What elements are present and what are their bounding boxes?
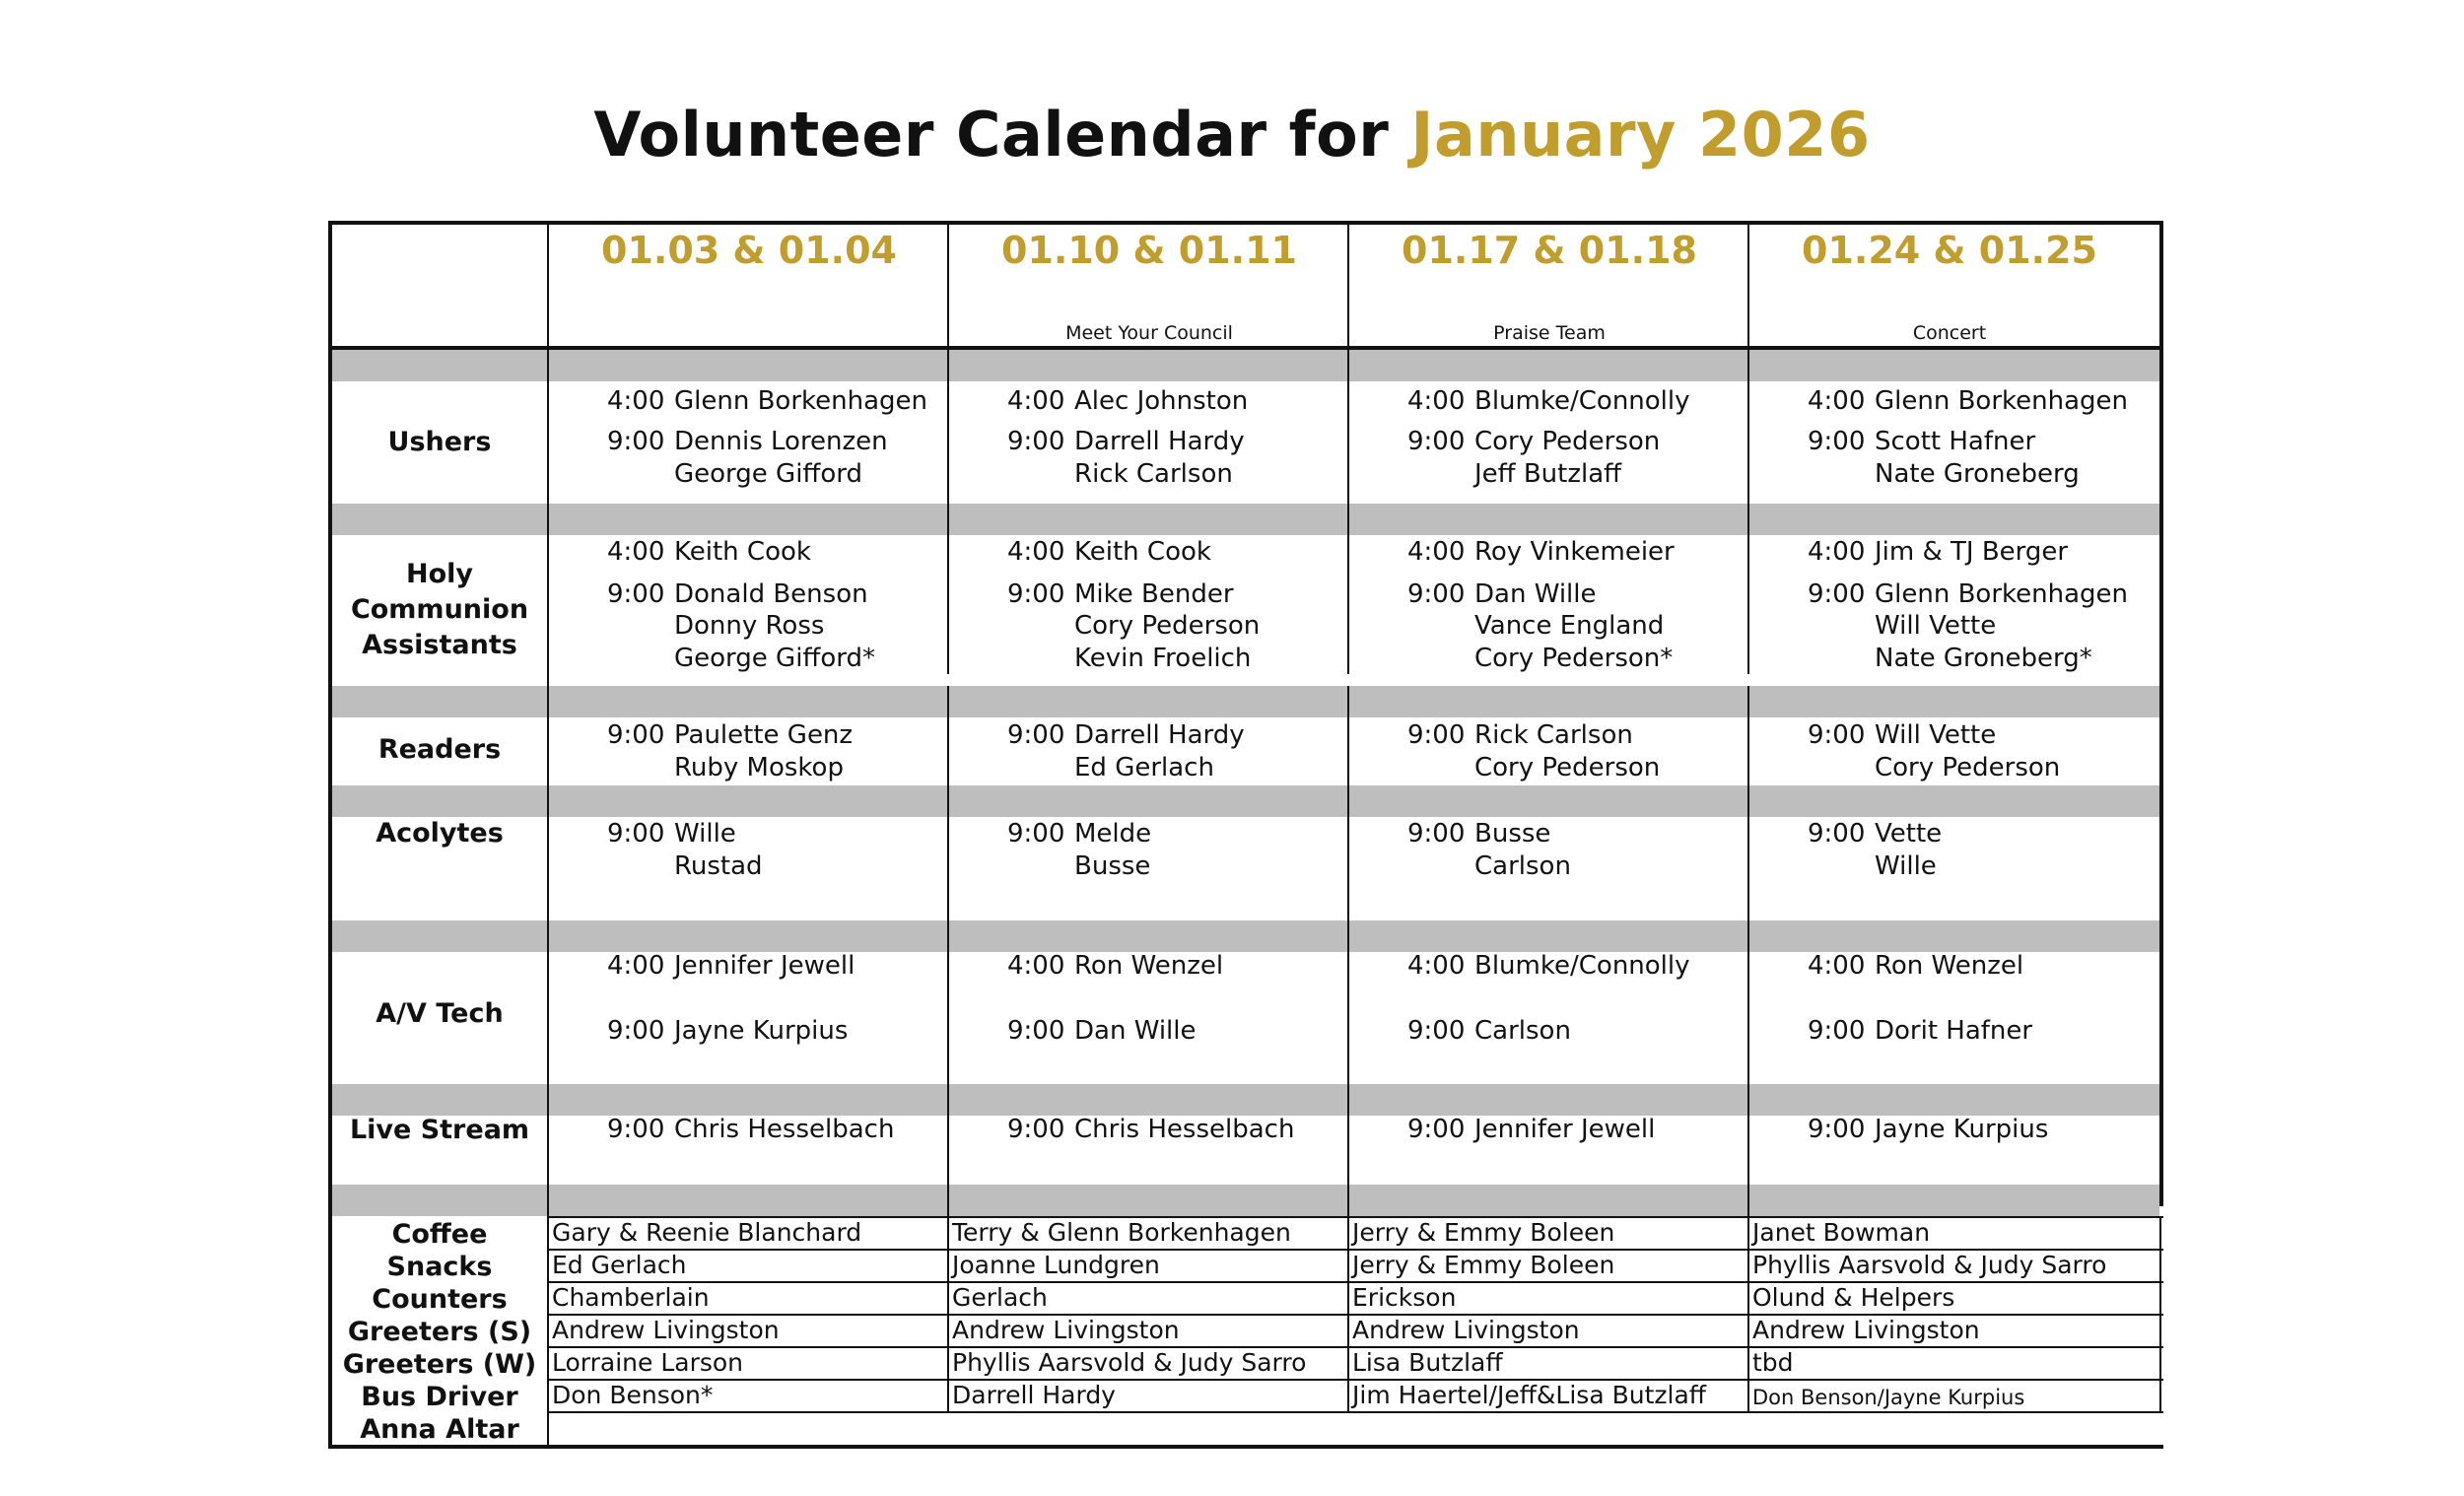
greeters-s-cell: Andrew Livingston: [1752, 1316, 1980, 1344]
livestream-entry: [1007, 1114, 1294, 1145]
gray-band: [332, 350, 2159, 381]
bus-driver-cell: Jim Haertel/Jeff&Lisa Butzlaff: [1352, 1381, 1706, 1409]
name: Jayne Kurpius: [674, 1016, 849, 1046]
communion-entry: [1808, 578, 2128, 610]
gray-band: [332, 504, 2159, 535]
role-live-stream: Live Stream: [349, 1115, 530, 1145]
name: Chris Hesselbach: [674, 1115, 895, 1144]
name: Glenn Borkenhagen: [1875, 386, 2129, 416]
bus-driver-cell: Don Benson*: [552, 1381, 714, 1409]
usher-entry: [1007, 385, 1248, 417]
name: Cory Pederson: [1474, 427, 1661, 456]
name: Darrell Hardy: [1074, 720, 1245, 750]
role-ushers: Ushers: [387, 427, 492, 457]
livestream-entry: [1808, 1114, 2048, 1145]
communion-name: Nate Groneberg*: [1875, 644, 2092, 673]
time: 9:00: [607, 427, 665, 456]
time: 9:00: [1407, 1016, 1466, 1046]
usher-name: George Gifford: [674, 459, 862, 489]
time: 9:00: [1007, 819, 1065, 849]
time: 9:00: [1407, 720, 1466, 750]
role-greeters-w: Greeters (W): [342, 1349, 537, 1380]
coffee-cell: Gary & Reenie Blanchard: [552, 1218, 862, 1247]
table-border-right: [2159, 221, 2163, 1206]
column-divider: [1347, 221, 1349, 674]
role-communion-line-1: Holy: [405, 559, 473, 589]
av-entry: [1007, 1015, 1197, 1047]
time: 9:00: [1007, 579, 1065, 609]
time: 4:00: [1407, 951, 1466, 981]
av-entry: [1407, 950, 1690, 982]
communion-entry: [607, 536, 811, 568]
counters-cell: Olund & Helpers: [1752, 1283, 1955, 1312]
reader-name: Ruby Moskop: [674, 753, 844, 782]
time: 9:00: [1407, 579, 1466, 609]
week-3-dates: 01.17 & 01.18: [1402, 229, 1697, 272]
name: Jennifer Jewell: [1474, 1115, 1656, 1144]
communion-name: Cory Pederson: [1074, 611, 1261, 641]
time: 9:00: [1407, 427, 1466, 456]
name: Darrell Hardy: [1074, 427, 1245, 456]
time: 9:00: [607, 579, 665, 609]
time: 4:00: [1407, 386, 1466, 416]
role-communion-line-2: Communion: [350, 594, 529, 625]
column-divider: [1347, 686, 1349, 1270]
communion-name: Will Vette: [1875, 611, 1997, 641]
time: 4:00: [1808, 537, 1866, 567]
name: Alec Johnston: [1074, 386, 1249, 416]
role-anna-altar: Anna Altar: [360, 1414, 519, 1445]
counters-cell: Chamberlain: [552, 1283, 710, 1312]
name: Ron Wenzel: [1074, 951, 1224, 981]
name: Vette: [1875, 819, 1943, 849]
time: 9:00: [607, 1115, 665, 1144]
name: Roy Vinkemeier: [1474, 537, 1675, 567]
time: 4:00: [1808, 951, 1866, 981]
usher-entry: [1808, 385, 2128, 417]
coffee-cell: Jerry & Emmy Boleen: [1352, 1218, 1615, 1247]
name: Keith Cook: [1074, 537, 1211, 567]
time: 9:00: [1808, 720, 1866, 750]
time: 9:00: [1808, 579, 1866, 609]
acolyte-name: Busse: [1074, 851, 1151, 881]
greeters-w-cell: tbd: [1752, 1348, 1794, 1377]
week-1-dates: 01.03 & 01.04: [601, 229, 897, 272]
reader-entry: [1808, 719, 1996, 751]
gray-band: [332, 920, 2159, 952]
coffee-cell: Janet Bowman: [1752, 1218, 1931, 1247]
usher-entry: [1007, 426, 1245, 457]
name: Melde: [1074, 819, 1152, 849]
time: 4:00: [1007, 386, 1065, 416]
name: Chris Hesselbach: [1074, 1115, 1295, 1144]
title-month: January 2026: [1410, 99, 1871, 170]
time: 9:00: [1808, 819, 1866, 849]
header-divider: [328, 346, 2163, 350]
role-counters: Counters: [372, 1284, 508, 1315]
time: 9:00: [607, 819, 665, 849]
week-4-theme: Concert: [1912, 322, 1987, 344]
table-border-top: [328, 221, 2163, 225]
av-entry: [607, 950, 855, 982]
acolyte-name: Wille: [1875, 851, 1937, 881]
time: 9:00: [1808, 427, 1866, 456]
time: 9:00: [1808, 1115, 1866, 1144]
av-entry: [607, 1015, 848, 1047]
name: Donald Benson: [674, 579, 868, 609]
time: 4:00: [1007, 951, 1065, 981]
name: Jennifer Jewell: [674, 951, 856, 981]
gray-band: [332, 785, 2159, 817]
name: Jim & TJ Berger: [1875, 537, 2069, 567]
av-entry: [1007, 950, 1223, 982]
acolyte-entry: [1808, 818, 1942, 850]
time: 4:00: [1808, 386, 1866, 416]
title-prefix: Volunteer Calendar for: [593, 99, 1411, 170]
column-divider: [1747, 686, 1749, 1270]
table-border-bottom: [328, 1445, 2163, 1449]
name: Glenn Borkenhagen: [674, 386, 928, 416]
time: 9:00: [1007, 720, 1065, 750]
reader-name: Cory Pederson: [1474, 753, 1661, 782]
name: Dorit Hafner: [1875, 1016, 2033, 1046]
time: 9:00: [607, 720, 665, 750]
time: 4:00: [607, 537, 665, 567]
greeters-w-cell: Lorraine Larson: [552, 1348, 744, 1377]
reader-entry: [1007, 719, 1245, 751]
communion-name: Kevin Froelich: [1074, 644, 1252, 673]
av-entry: [1808, 950, 2023, 982]
communion-entry: [1407, 578, 1597, 610]
reader-name: Cory Pederson: [1875, 753, 2061, 782]
role-acolytes: Acolytes: [376, 818, 504, 849]
reader-entry: [1407, 719, 1633, 751]
time: 9:00: [1407, 819, 1466, 849]
name: Rick Carlson: [1474, 720, 1633, 750]
acolyte-name: Rustad: [674, 851, 763, 881]
snacks-cell: Jerry & Emmy Boleen: [1352, 1251, 1615, 1279]
communion-entry: [1007, 578, 1234, 610]
greeters-s-cell: Andrew Livingston: [552, 1316, 780, 1344]
usher-name: Rick Carlson: [1074, 459, 1233, 489]
usher-name: Nate Groneberg: [1875, 459, 2080, 489]
communion-name: Donny Ross: [674, 611, 825, 641]
column-divider: [547, 221, 549, 1445]
role-communion-line-3: Assistants: [362, 630, 517, 660]
week-2-theme: Meet Your Council: [1065, 322, 1233, 344]
communion-entry: [1407, 536, 1675, 568]
snacks-cell: Ed Gerlach: [552, 1251, 687, 1279]
name: Dennis Lorenzen: [674, 427, 888, 456]
time: 4:00: [1407, 537, 1466, 567]
greeters-s-cell: Andrew Livingston: [952, 1316, 1180, 1344]
livestream-entry: [1407, 1114, 1655, 1145]
usher-entry: [1808, 426, 2035, 457]
name: Glenn Borkenhagen: [1875, 579, 2129, 609]
role-greeters-s: Greeters (S): [347, 1317, 532, 1347]
livestream-entry: [607, 1114, 894, 1145]
name: Dan Wille: [1074, 1016, 1197, 1046]
page-title: [0, 99, 2464, 170]
time: 9:00: [1007, 1016, 1065, 1046]
week-2-dates: 01.10 & 01.11: [1001, 229, 1297, 272]
reader-name: Ed Gerlach: [1074, 753, 1214, 782]
communion-entry: [1007, 536, 1211, 568]
communion-name: Vance England: [1474, 611, 1665, 641]
volunteer-calendar-table: [328, 221, 2163, 1449]
name: Wille: [674, 819, 736, 849]
usher-entry: [607, 426, 888, 457]
acolyte-entry: [607, 818, 736, 850]
time: 9:00: [1007, 1115, 1065, 1144]
communion-name: George Gifford*: [674, 644, 875, 673]
greeters-w-cell: Lisa Butzlaff: [1352, 1348, 1503, 1377]
greeters-s-cell: Andrew Livingston: [1352, 1316, 1580, 1344]
acolyte-name: Carlson: [1474, 851, 1571, 881]
name: Busse: [1474, 819, 1551, 849]
acolyte-entry: [1007, 818, 1151, 850]
role-snacks: Snacks: [386, 1252, 493, 1282]
name: Will Vette: [1875, 720, 1997, 750]
name: Jayne Kurpius: [1875, 1115, 2049, 1144]
time: 9:00: [1808, 1016, 1866, 1046]
column-divider: [947, 686, 949, 1270]
counters-cell: Erickson: [1352, 1283, 1457, 1312]
name: Dan Wille: [1474, 579, 1597, 609]
role-coffee: Coffee: [391, 1219, 488, 1250]
communion-entry: [607, 578, 868, 610]
role-av-tech: A/V Tech: [376, 998, 504, 1029]
name: Scott Hafner: [1875, 427, 2036, 456]
usher-entry: [1407, 385, 1690, 417]
time: 9:00: [1407, 1115, 1466, 1144]
usher-name: Jeff Butzlaff: [1474, 459, 1622, 489]
bus-driver-cell: Darrell Hardy: [952, 1381, 1116, 1409]
role-bus-driver: Bus Driver: [361, 1382, 518, 1412]
gray-band: [332, 1084, 2159, 1116]
gray-band: [332, 686, 2159, 717]
name: Carlson: [1474, 1016, 1571, 1046]
time: 4:00: [607, 386, 665, 416]
coffee-cell: Terry & Glenn Borkenhagen: [952, 1218, 1291, 1247]
role-readers: Readers: [377, 734, 502, 765]
time: 9:00: [1007, 427, 1065, 456]
av-entry: [1407, 1015, 1571, 1047]
gray-band: [332, 1185, 2159, 1216]
usher-entry: [1407, 426, 1660, 457]
bus-driver-cell: Don Benson/Jayne Kurpius: [1752, 1386, 2025, 1409]
snacks-cell: Joanne Lundgren: [952, 1251, 1160, 1279]
column-divider: [1747, 221, 1749, 674]
name: Ron Wenzel: [1875, 951, 2024, 981]
name: Keith Cook: [674, 537, 811, 567]
counters-cell: Gerlach: [952, 1283, 1048, 1312]
week-3-theme: Praise Team: [1493, 322, 1606, 344]
reader-entry: [607, 719, 853, 751]
name: Paulette Genz: [674, 720, 854, 750]
name: Blumke/Connolly: [1474, 951, 1690, 981]
name: Blumke/Connolly: [1474, 386, 1690, 416]
communion-entry: [1808, 536, 2068, 568]
communion-name: Cory Pederson*: [1474, 644, 1674, 673]
week-4-dates: 01.24 & 01.25: [1802, 229, 2097, 272]
time: 4:00: [607, 951, 665, 981]
snacks-cell: Phyllis Aarsvold & Judy Sarro: [1752, 1251, 2107, 1279]
av-entry: [1808, 1015, 2032, 1047]
time: 9:00: [607, 1016, 665, 1046]
name: Mike Bender: [1074, 579, 1234, 609]
greeters-w-cell: Phyllis Aarsvold & Judy Sarro: [952, 1348, 1307, 1377]
usher-entry: [607, 385, 927, 417]
time: 4:00: [1007, 537, 1065, 567]
acolyte-entry: [1407, 818, 1550, 850]
column-divider: [947, 221, 949, 674]
